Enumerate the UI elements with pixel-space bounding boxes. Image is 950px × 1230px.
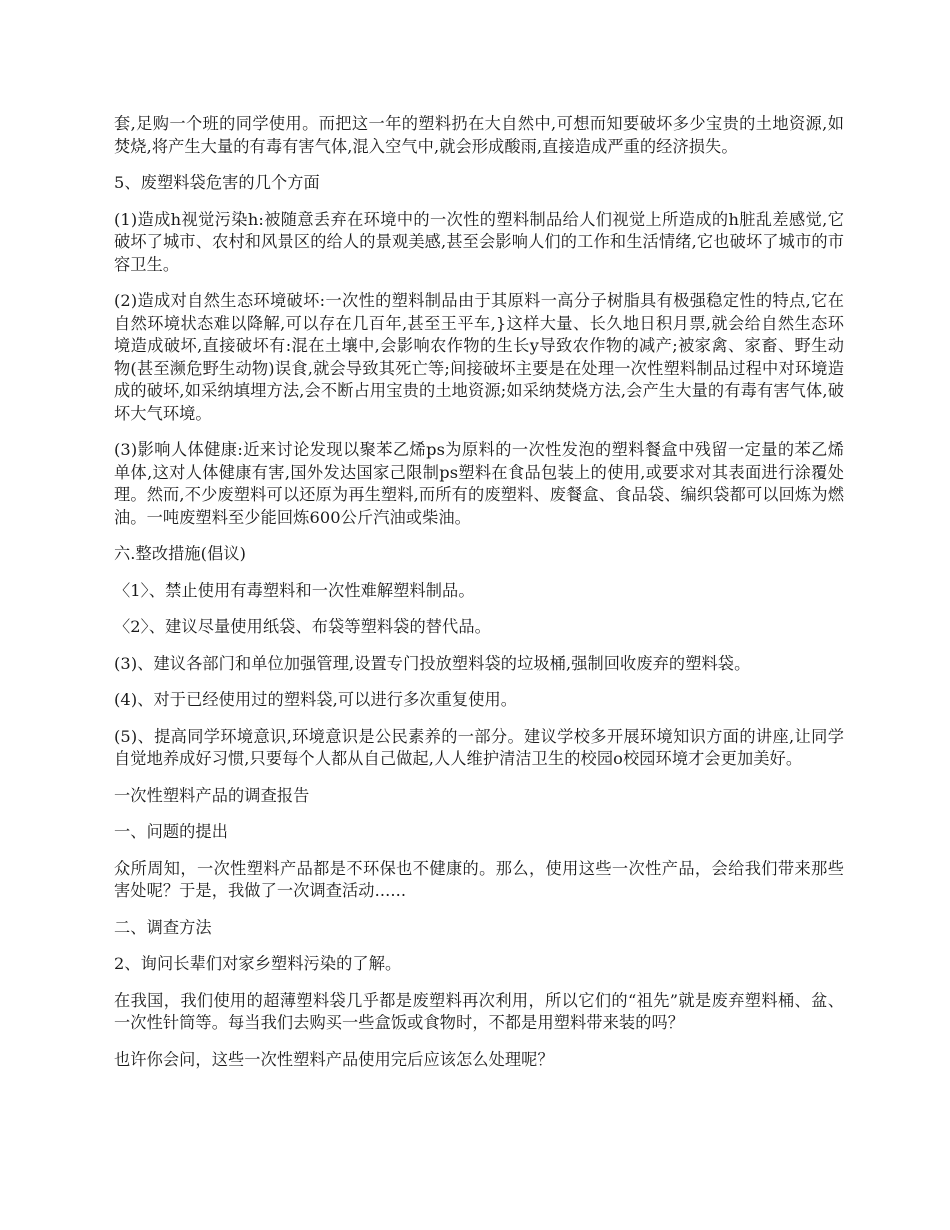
heading-rectification-measures: 六.整改措施(倡议) <box>114 544 247 563</box>
measure-item-4: (4)、对于已经使用过的塑料袋,可以进行多次重复使用。 <box>114 690 518 709</box>
heading-plastic-bag-hazards: 5、废塑料袋危害的几个方面 <box>114 173 320 192</box>
measure-item-5: (5)、提高同学环境意识,环境意识是公民素养的一部分。建议学校多开展环境知识方面的讲座,让同学自觉地养成好习惯,只要每个人都从自己做起,人人维护清洁卫生的校园o校园环境才会更加美好。 <box>114 726 844 768</box>
paragraph-health-impact: (3)影响人体健康:近来讨论发现以聚苯乙烯ps为原料的一次性发泡的塑料餐盒中残留一定量的苯乙烯单体,这对人体健康有害,国外发达国家己限制ps塑料在食品包装上的使用,或要求对其表面进行涂覆处理。然而,不少废塑料可以还原为再生塑料,而所有的废塑料、废餐盒、食品袋、编织袋都可以回炼为燃油。一吨废塑料至少能回炼600公斤汽油或柴油。 <box>114 440 844 527</box>
paragraph-problem-intro: 众所周知，一次性塑料产品都是不环保也不健康的。那么，使用这些一次性产品，会给我们带来那些害处呢？于是，我做了一次调查活动...... <box>114 858 844 900</box>
document-page <box>114 113 844 1085</box>
paragraph-economic-loss: 套,足购一个班的同学使用。而把这一年的塑料扔在大自然中,可想而知要破坏多少宝贵的土地资源,如焚烧,将产生大量的有毒有害气体,混入空气中,就会形成酸雨,直接造成严重的经济损失。 <box>114 114 844 156</box>
method-item-2: 2、询问长辈们对家乡塑料污染的了解。 <box>114 954 402 973</box>
measure-item-2: 〈2〉、建议尽量使用纸袋、布袋等塑料袋的替代品。 <box>114 617 491 636</box>
report-title: 一次性塑料产品的调查报告 <box>114 785 310 805</box>
paragraph-visual-pollution: (1)造成h视觉污染h:被随意丢弃在环境中的一次性的塑料制品给人们视觉上所造成的h脏乱差感觉,它破坏了城市、农村和风景区的给人的景观美感,甚至会影响人们的工作和生活情绪,它也破坏了城市的市容卫生。 <box>114 209 844 274</box>
paragraph-disposal-question: 也许你会问，这些一次性塑料产品使用完后应该怎么处理呢？ <box>114 1049 554 1069</box>
measure-item-3: (3)、建议各部门和单位加强管理,设置专门投放塑料袋的垃圾桶,强制回收废弃的塑料袋。 <box>114 653 751 673</box>
paragraph-ecological-damage: (2)造成对自然生态环境破坏:一次性的塑料制品由于其原料一高分子树脂具有极强稳定性的特点,它在自然环境状态难以降解,可以存在几百年,甚至王平车,}这样大量、长久地日积月票,就会给自然生态环境造成破坏,直接破坏有:混在土壤中,会影响农作物的生长y导致农作物的减产;被家禽、家畜、野生动物(甚至濒危野生动物)误食,就会导致其死亡等;间接破坏主要是在处理一次性塑料制品过程中对环境造成的破坏,如采纳填埋方法,会不断占用宝贵的土地资源;如采纳焚烧方法,会产生大量的有毒有害气体,破坏大气环境。 <box>114 291 844 423</box>
measure-item-1: 〈1〉、禁止使用有毒塑料和一次性难解塑料制品。 <box>114 580 475 600</box>
section-heading-method: 二、调查方法 <box>114 917 212 937</box>
section-heading-problem: 一、问题的提出 <box>114 822 229 841</box>
paragraph-ultrathin-bags: 在我国，我们使用的超薄塑料袋几乎都是废塑料再次利用，所以它们的“祖先”就是废弃塑料桶、盆、一次性针筒等。每当我们去购买一些盒饭或食物时，不都是用塑料带来装的吗？ <box>114 990 844 1032</box>
